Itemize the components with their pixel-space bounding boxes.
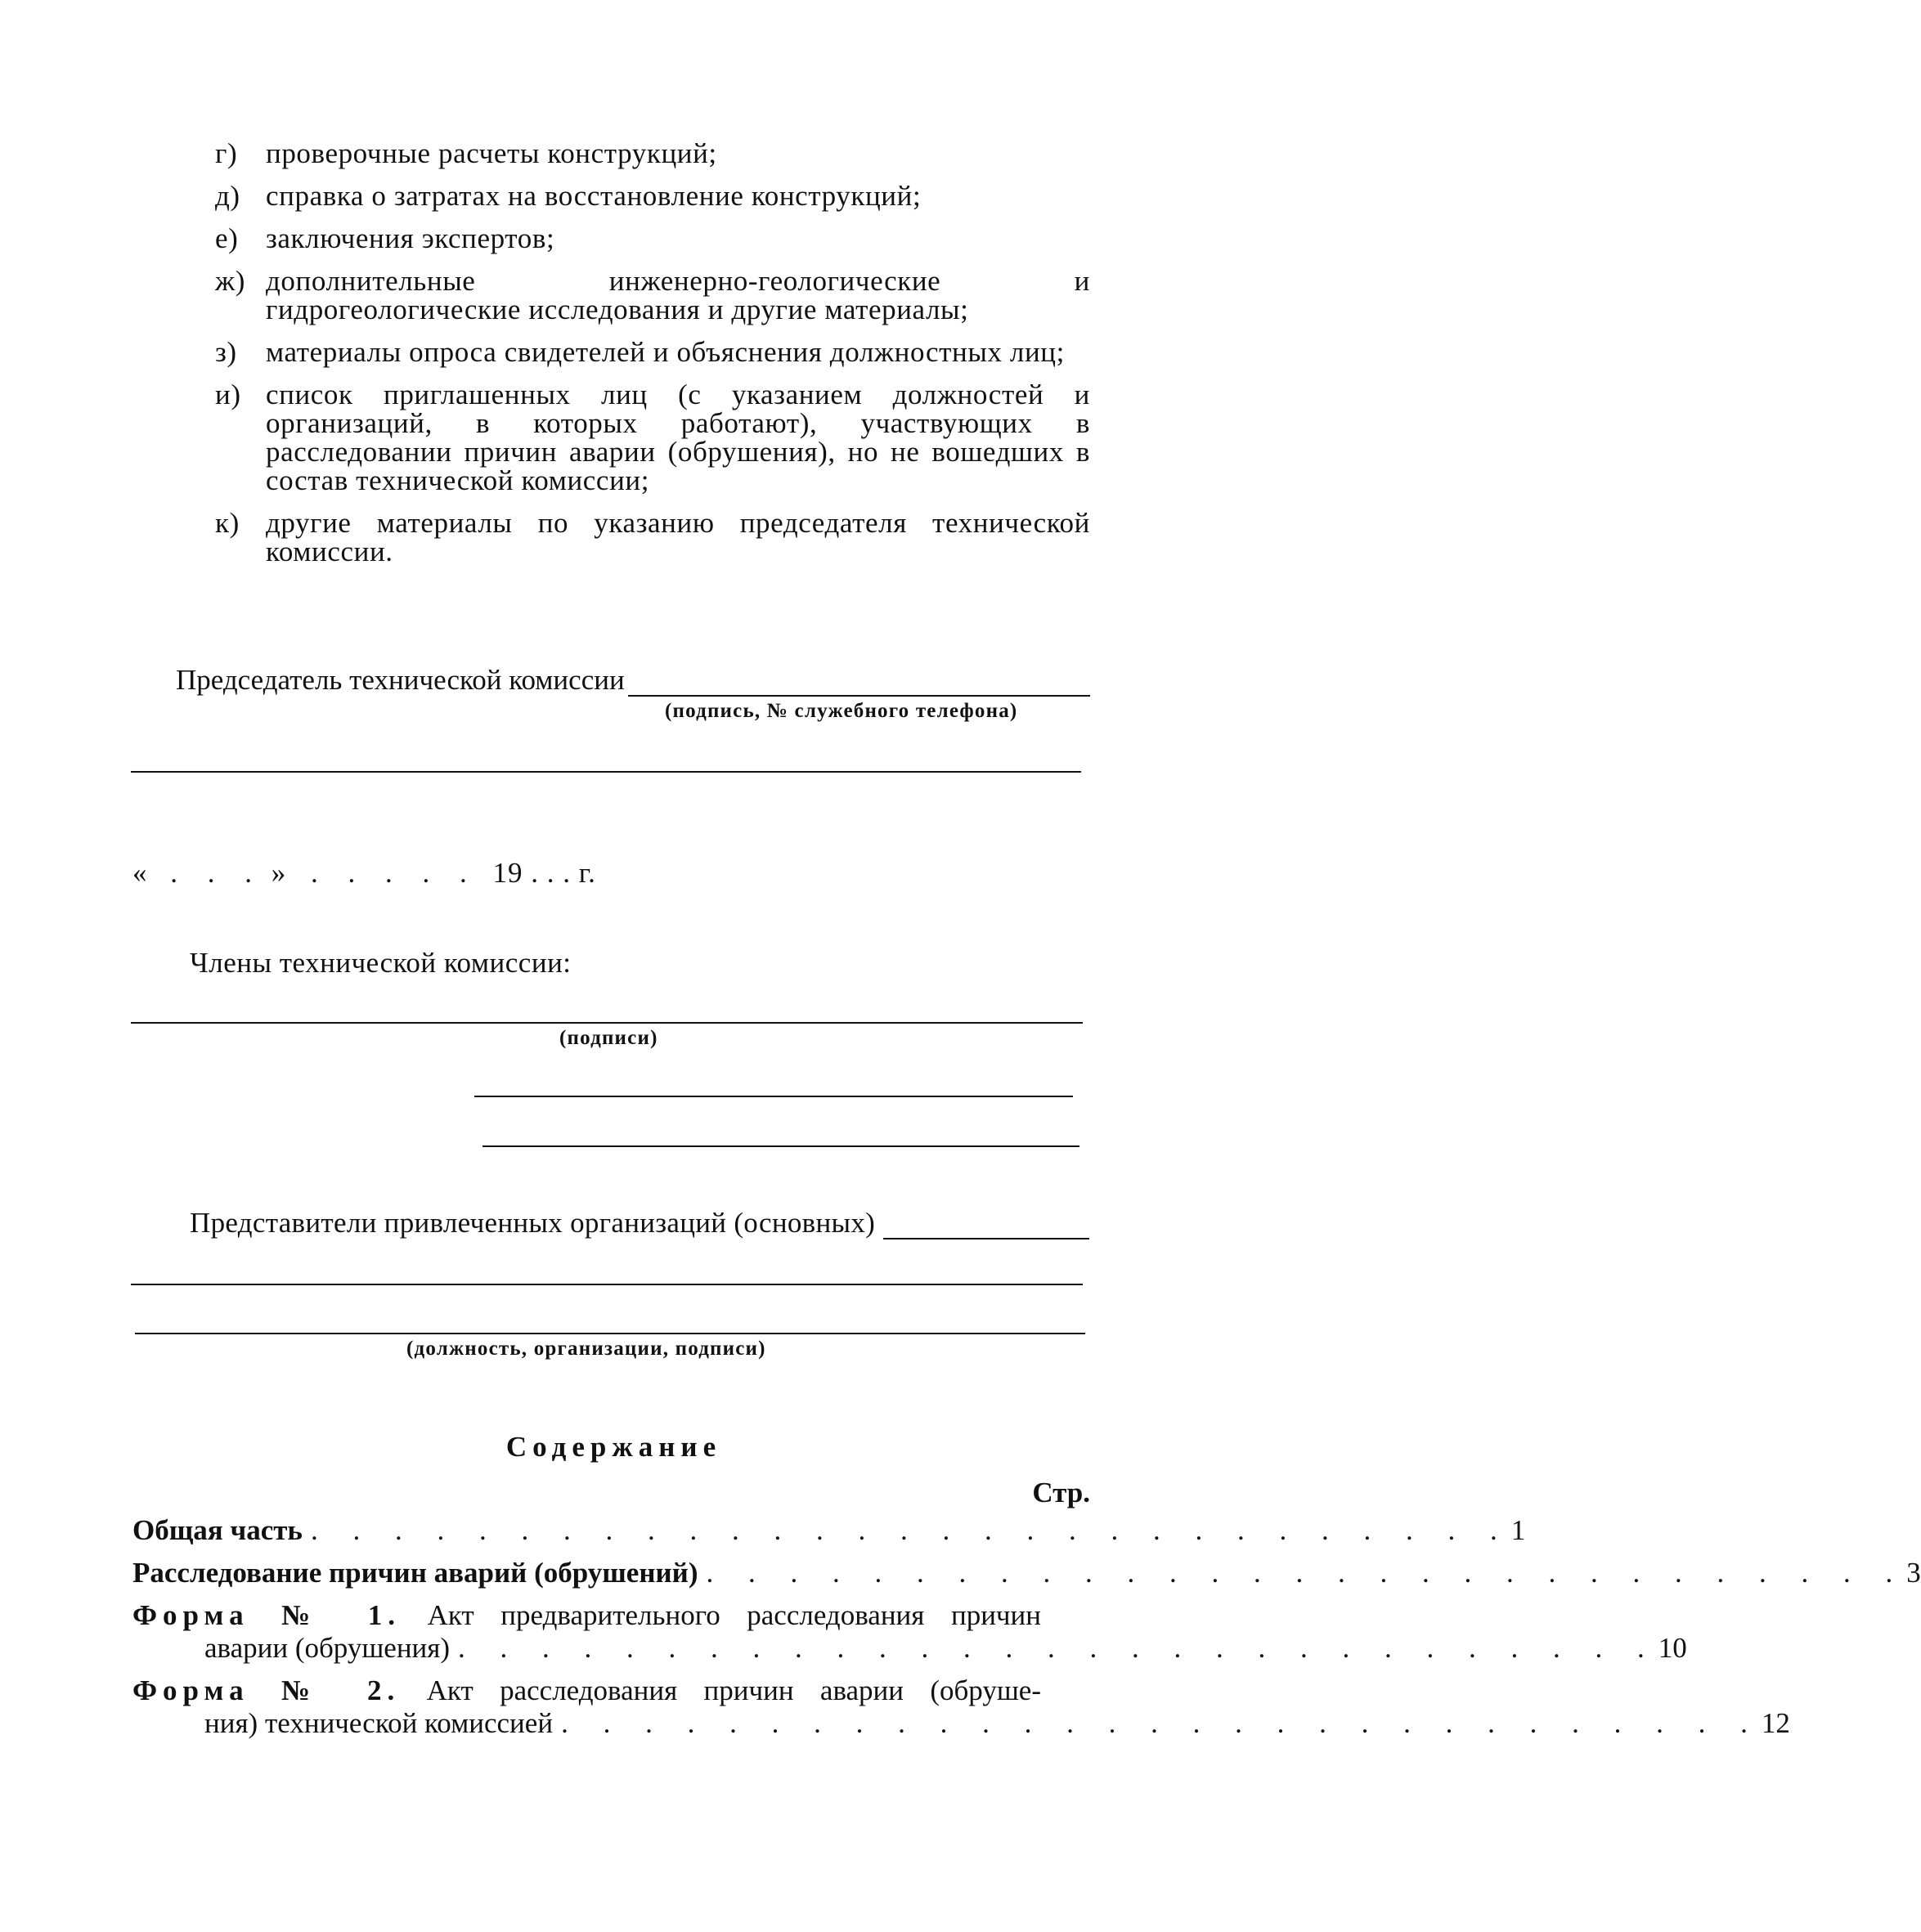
list-marker: г) (215, 137, 238, 169)
members-caption: (подписи) (559, 1027, 658, 1049)
toc-leader-dots: . . . . . . . . . . . . . . . . . . . . . . . . . . . . . (310, 1514, 1511, 1546)
toc-entry-title: Акт предварительного расследования причин (427, 1599, 1041, 1631)
toc-page-number: 12 (1761, 1707, 1790, 1739)
toc-entry-continuation: ния) технической комиссией (204, 1707, 554, 1739)
members-signature-line (474, 1096, 1073, 1097)
representatives-signature-line (883, 1213, 1089, 1239)
list-item (215, 267, 1090, 324)
list-item (215, 139, 1090, 168)
toc-page-header: Стр. (1032, 1477, 1090, 1508)
date-close-quote: » (271, 857, 287, 889)
list-item (215, 509, 1090, 566)
list-text: список приглашенных лиц (с указанием должностей и организаций, в которых работают), участвующих в расследовании причин аварии (обрушения), но не вошедших в состав технической комиссии; (266, 379, 1090, 496)
list-text: дополнительные инженерно-геологические и гидрогеологические исследования и другие материалы; (266, 265, 1090, 325)
list-item (215, 338, 1090, 366)
toc-entry[interactable] (132, 1557, 1921, 1589)
toc-form-prefix: Форма № 2. (132, 1674, 401, 1706)
chairman-signature-line (628, 670, 1090, 697)
toc-entry[interactable] (132, 1514, 1526, 1547)
members-label: Члены технической комиссии: (190, 947, 572, 979)
toc-entry[interactable] (132, 1599, 1687, 1665)
date-open-quote: « (132, 857, 148, 889)
chairman-caption: (подпись, № служебного телефона) (665, 700, 1018, 722)
date-line (132, 857, 596, 890)
toc-leader-dots: . . . . . . . . . . . . . . . . . . . . . . . . . . . . . (706, 1557, 1907, 1589)
list-item (215, 380, 1090, 495)
toc-leader-dots: . . . . . . . . . . . . . . . . . . . . . . . . . . . . . (561, 1707, 1762, 1739)
toc-page-number: 3 (1906, 1557, 1921, 1589)
materials-list (215, 139, 1090, 580)
list-text: материалы опроса свидетелей и объяснения должностных лиц; (266, 336, 1065, 368)
representatives-row (190, 1207, 1089, 1239)
representatives-signature-line (135, 1333, 1085, 1334)
list-text: проверочные расчеты конструкций; (266, 137, 717, 169)
list-marker: д) (215, 180, 240, 212)
list-item (215, 182, 1090, 210)
list-text: заключения экспертов; (266, 222, 555, 254)
representatives-label: Представители привлеченных организаций (основных) (190, 1207, 876, 1239)
date-day-dots: . . . (170, 857, 263, 889)
list-marker: ж) (215, 265, 246, 297)
list-marker: з) (215, 336, 237, 368)
toc-entry-title: Общая часть (132, 1514, 303, 1546)
representatives-caption: (должность, организации, подписи) (406, 1338, 766, 1360)
chairman-label: Председатель технической комиссии (176, 664, 625, 696)
table-of-contents (132, 1514, 1921, 1750)
date-month-dots: . . . . . (311, 857, 478, 889)
toc-entry-title: Расследование причин аварий (обрушений) (132, 1557, 698, 1589)
chairman-signature-row (176, 664, 1090, 697)
toc-entry-title: Акт расследования причин аварии (обруше- (426, 1674, 1041, 1706)
toc-page-number: 1 (1510, 1514, 1526, 1546)
representatives-signature-line (131, 1284, 1083, 1285)
toc-leader-dots: . . . . . . . . . . . . . . . . . . . . . . . . . . . . . (458, 1632, 1658, 1664)
toc-entry-continuation: аварии (обрушения) (204, 1632, 451, 1664)
toc-page-number: 10 (1658, 1632, 1687, 1664)
list-text: справка о затратах на восстановление конструкций; (266, 180, 922, 212)
toc-title: Содержание (505, 1431, 722, 1463)
date-year: 19 . . . г. (492, 857, 596, 889)
toc-entry[interactable] (132, 1674, 1790, 1740)
divider-line (131, 771, 1081, 773)
members-signature-line (131, 1022, 1083, 1024)
list-item (215, 224, 1090, 253)
list-marker: к) (215, 507, 240, 539)
list-marker: и) (215, 379, 241, 410)
members-signature-line (482, 1145, 1079, 1147)
toc-form-prefix: Форма № 1. (132, 1599, 402, 1631)
list-marker: е) (215, 222, 239, 254)
list-text: другие материалы по указанию председателя технической комиссии. (266, 507, 1090, 567)
